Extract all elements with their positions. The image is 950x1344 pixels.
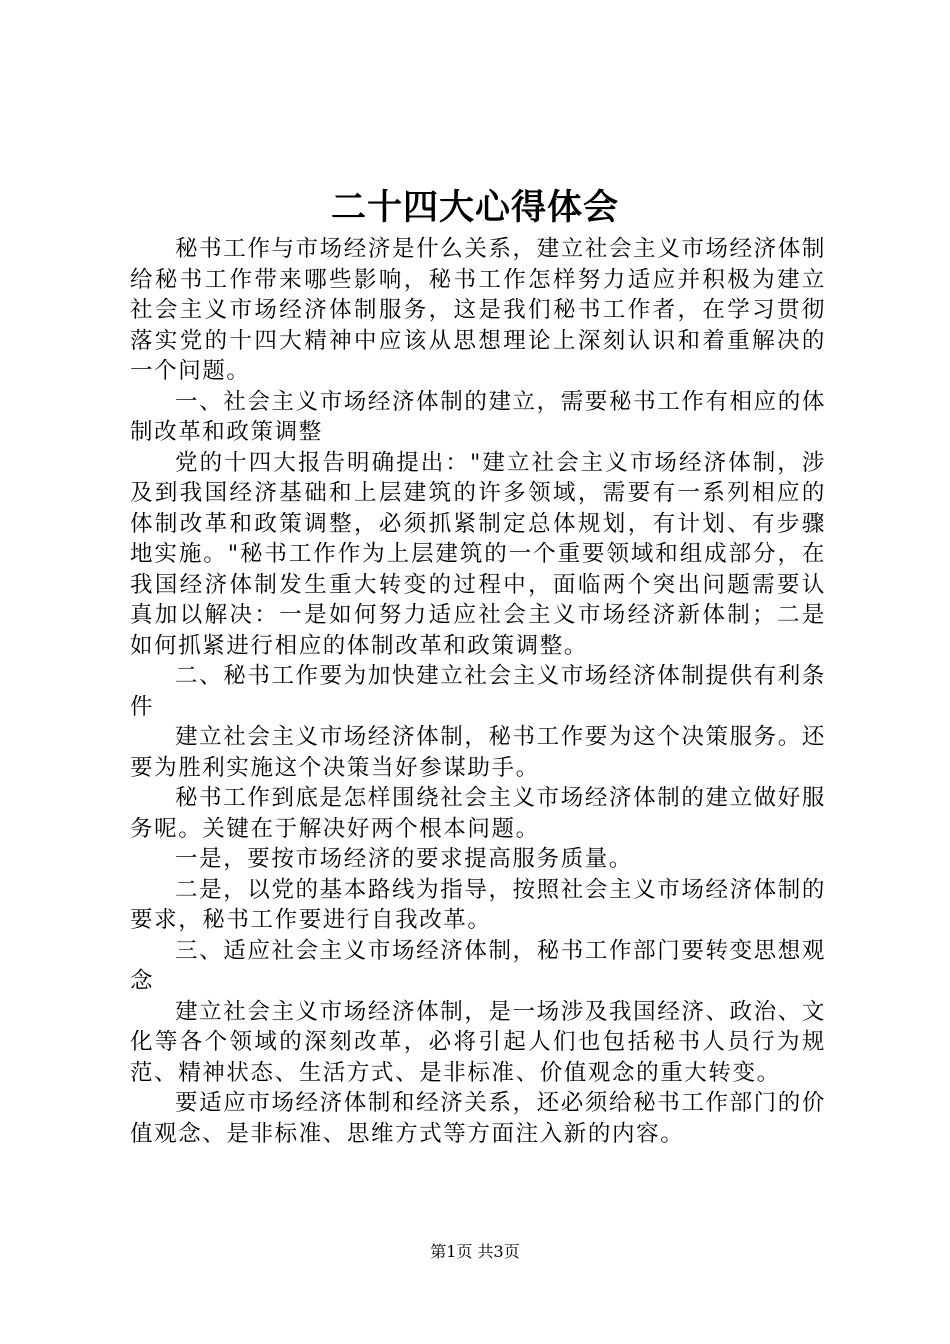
- document-title: 二十四大心得体会: [330, 187, 619, 228]
- page-number-footer: 第1页 共3页: [430, 1242, 520, 1261]
- paragraph: 建立社会主义市场经济体制，是一场涉及我国经济、政治、文化等各个领域的深刻改革，必将引起人们也包括秘书人员行为规范、精神状态、生活方式、是非标准、价值观念的重大转变。: [130, 998, 826, 1086]
- paragraph: 秘书工作到底是怎样围绕社会主义市场经济体制的建立做好服务呢。关键在于解决好两个根本问题。: [130, 785, 826, 842]
- paragraph: 要适应市场经济体制和经济关系，还必须给秘书工作部门的价值观念、是非标准、思维方式等方面注入新的内容。: [130, 1090, 826, 1147]
- paragraph-intro: 秘书工作与市场经济是什么关系，建立社会主义市场经济体制给秘书工作带来哪些影响，秘书工作怎样努力适应并积极为建立社会主义市场经济体制服务，这是我们秘书工作者，在学习贯彻落实党的十四大精神中应该从思想理论上深刻认识和着重解决的一个问题。: [130, 236, 826, 384]
- document-body: [130, 234, 826, 1149]
- paragraph: 建立社会主义市场经济体制，秘书工作要为这个决策服务。还要为胜利实施这个决策当好参谋助手。: [130, 724, 826, 781]
- paragraph: 党的十四大报告明确提出："建立社会主义市场经济体制，涉及到我国经济基础和上层建筑的许多领域，需要有一系列相应的体制改革和政策调整，必须抓紧制定总体规划，有计划、有步骤地实施。"秘书工作作为上层建筑的一个重要领域和组成部分，在我国经济体制发生重大转变的过程中，面临两个突出问题需要认真加以解决：一是如何努力适应社会主义市场经济新体制；二是如何抓紧进行相应的体制改革和政策调整。: [130, 449, 826, 659]
- paragraph: 二是，以党的基本路线为指导，按照社会主义市场经济体制的要求，秘书工作要进行自我改革。: [130, 876, 826, 933]
- section-heading-2: 二、秘书工作要为加快建立社会主义市场经济体制提供有利条件: [130, 663, 826, 720]
- paragraph: 一是，要按市场经济的要求提高服务质量。: [175, 846, 633, 872]
- section-heading-1: 一、社会主义市场经济体制的建立，需要秘书工作有相应的体制改革和政策调整: [130, 388, 826, 445]
- section-heading-3: 三、适应社会主义市场经济体制，秘书工作部门要转变思想观念: [130, 937, 826, 994]
